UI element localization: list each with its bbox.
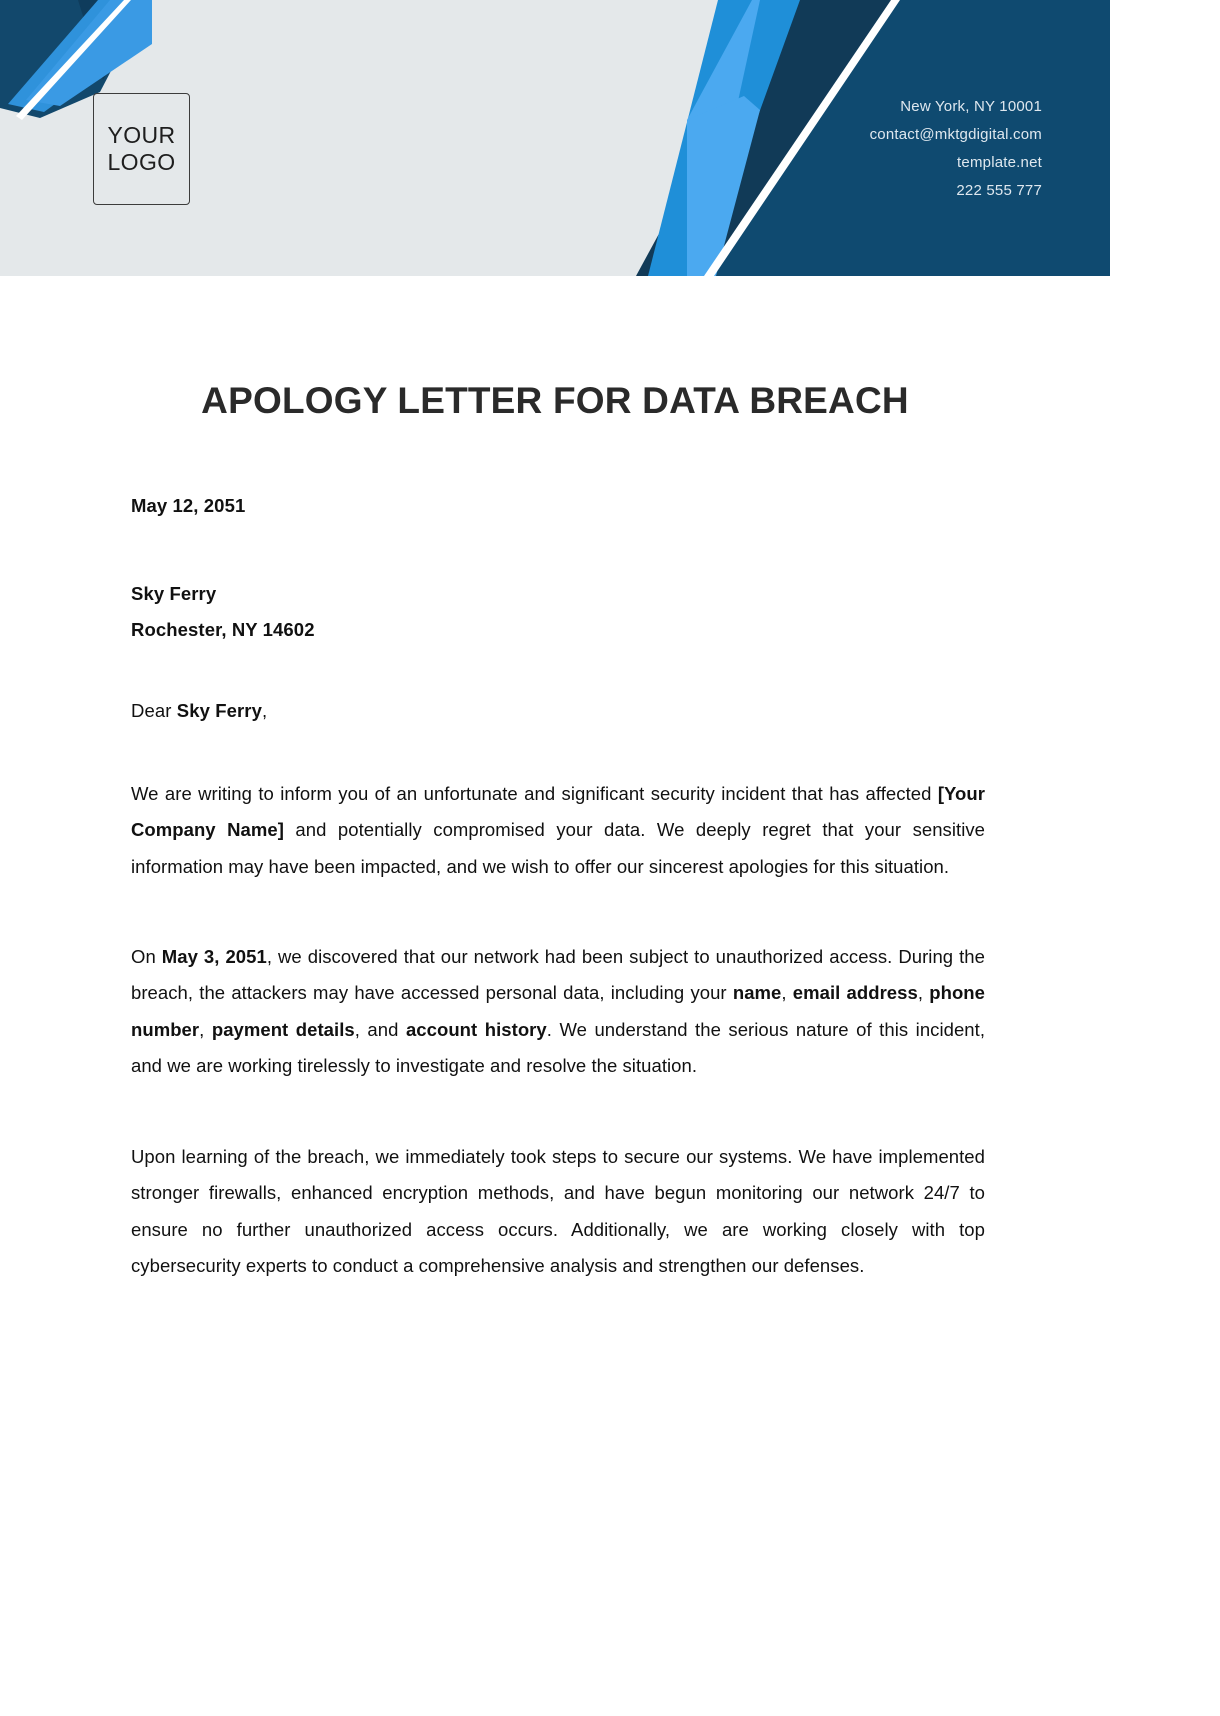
body-text: , we discovered that our network had been subject to unauthorized access. During the breach, the attackers may have accessed personal data, including your: [131, 945, 985, 1004]
body-text: ,: [199, 1018, 212, 1040]
logo-line-1: YOUR: [107, 121, 176, 148]
letter-date: May 12, 2051: [131, 494, 246, 516]
body-text: , and: [354, 1018, 406, 1040]
contact-phone: 222 555 777: [956, 182, 1042, 199]
letterhead-header: [0, 0, 1110, 276]
contact-website[interactable]: template.net: [957, 154, 1042, 171]
letter-paragraph-p3: [131, 1139, 985, 1285]
emphasis-text: May 3, 2051: [161, 945, 267, 967]
letter-body: [0, 276, 1110, 1284]
body-text: We are writing to inform you of an unfortunate and significant security incident that has affected: [131, 782, 938, 804]
emphasis-text: account history: [405, 1018, 547, 1040]
emphasis-text: phone number: [131, 982, 985, 1040]
logo-line-2: LOGO: [107, 149, 176, 175]
page-title: APOLOGY LETTER FOR DATA BREACH: [201, 380, 909, 421]
recipient-address: Rochester, NY 14602: [131, 618, 315, 640]
salutation: [131, 700, 985, 722]
body-text: Upon learning of the breach, we immediately took steps to secure our systems. We have implemented stronger firewalls, enhanced encryption methods, and have begun monitoring our network 24/7 to ensure no further unauthorized access occurs. Additionally, we are working closely with top cybersecurity experts to conduct a comprehensive analysis and strengthen our defenses.: [131, 1145, 985, 1277]
letter-paragraphs: [131, 776, 985, 1285]
letter-paragraph-p1: [131, 776, 985, 885]
recipient-name: Sky Ferry: [131, 582, 217, 604]
contact-email[interactable]: contact@mktgdigital.com: [869, 126, 1042, 143]
emphasis-text: email address: [792, 982, 918, 1004]
body-text: ,: [917, 982, 930, 1004]
emphasis-text: payment details: [211, 1018, 355, 1040]
logo-placeholder: [93, 93, 190, 205]
letter-paragraph-p2: [131, 939, 985, 1085]
body-text: ,: [781, 982, 793, 1004]
recipient-block: [131, 576, 985, 648]
salutation-prefix: Dear: [131, 699, 177, 721]
body-text: and potentially compromised your data. We deeply regret that your sensitive information may have been impacted, and we wish to offer our sincerest apologies for this situation.: [131, 819, 985, 877]
body-text: On: [131, 945, 162, 967]
letter-content: [131, 495, 985, 1285]
emphasis-text: [Your Company Name]: [131, 782, 985, 841]
salutation-name: Sky Ferry: [176, 699, 262, 721]
salutation-suffix: ,: [261, 699, 268, 721]
emphasis-text: name: [732, 982, 782, 1004]
contact-address: New York, NY 10001: [900, 98, 1042, 115]
body-text: . We understand the serious nature of this incident, and we are working tirelessly to investigate and resolve the situation.: [131, 1018, 986, 1077]
contact-info-block: [870, 98, 1042, 199]
